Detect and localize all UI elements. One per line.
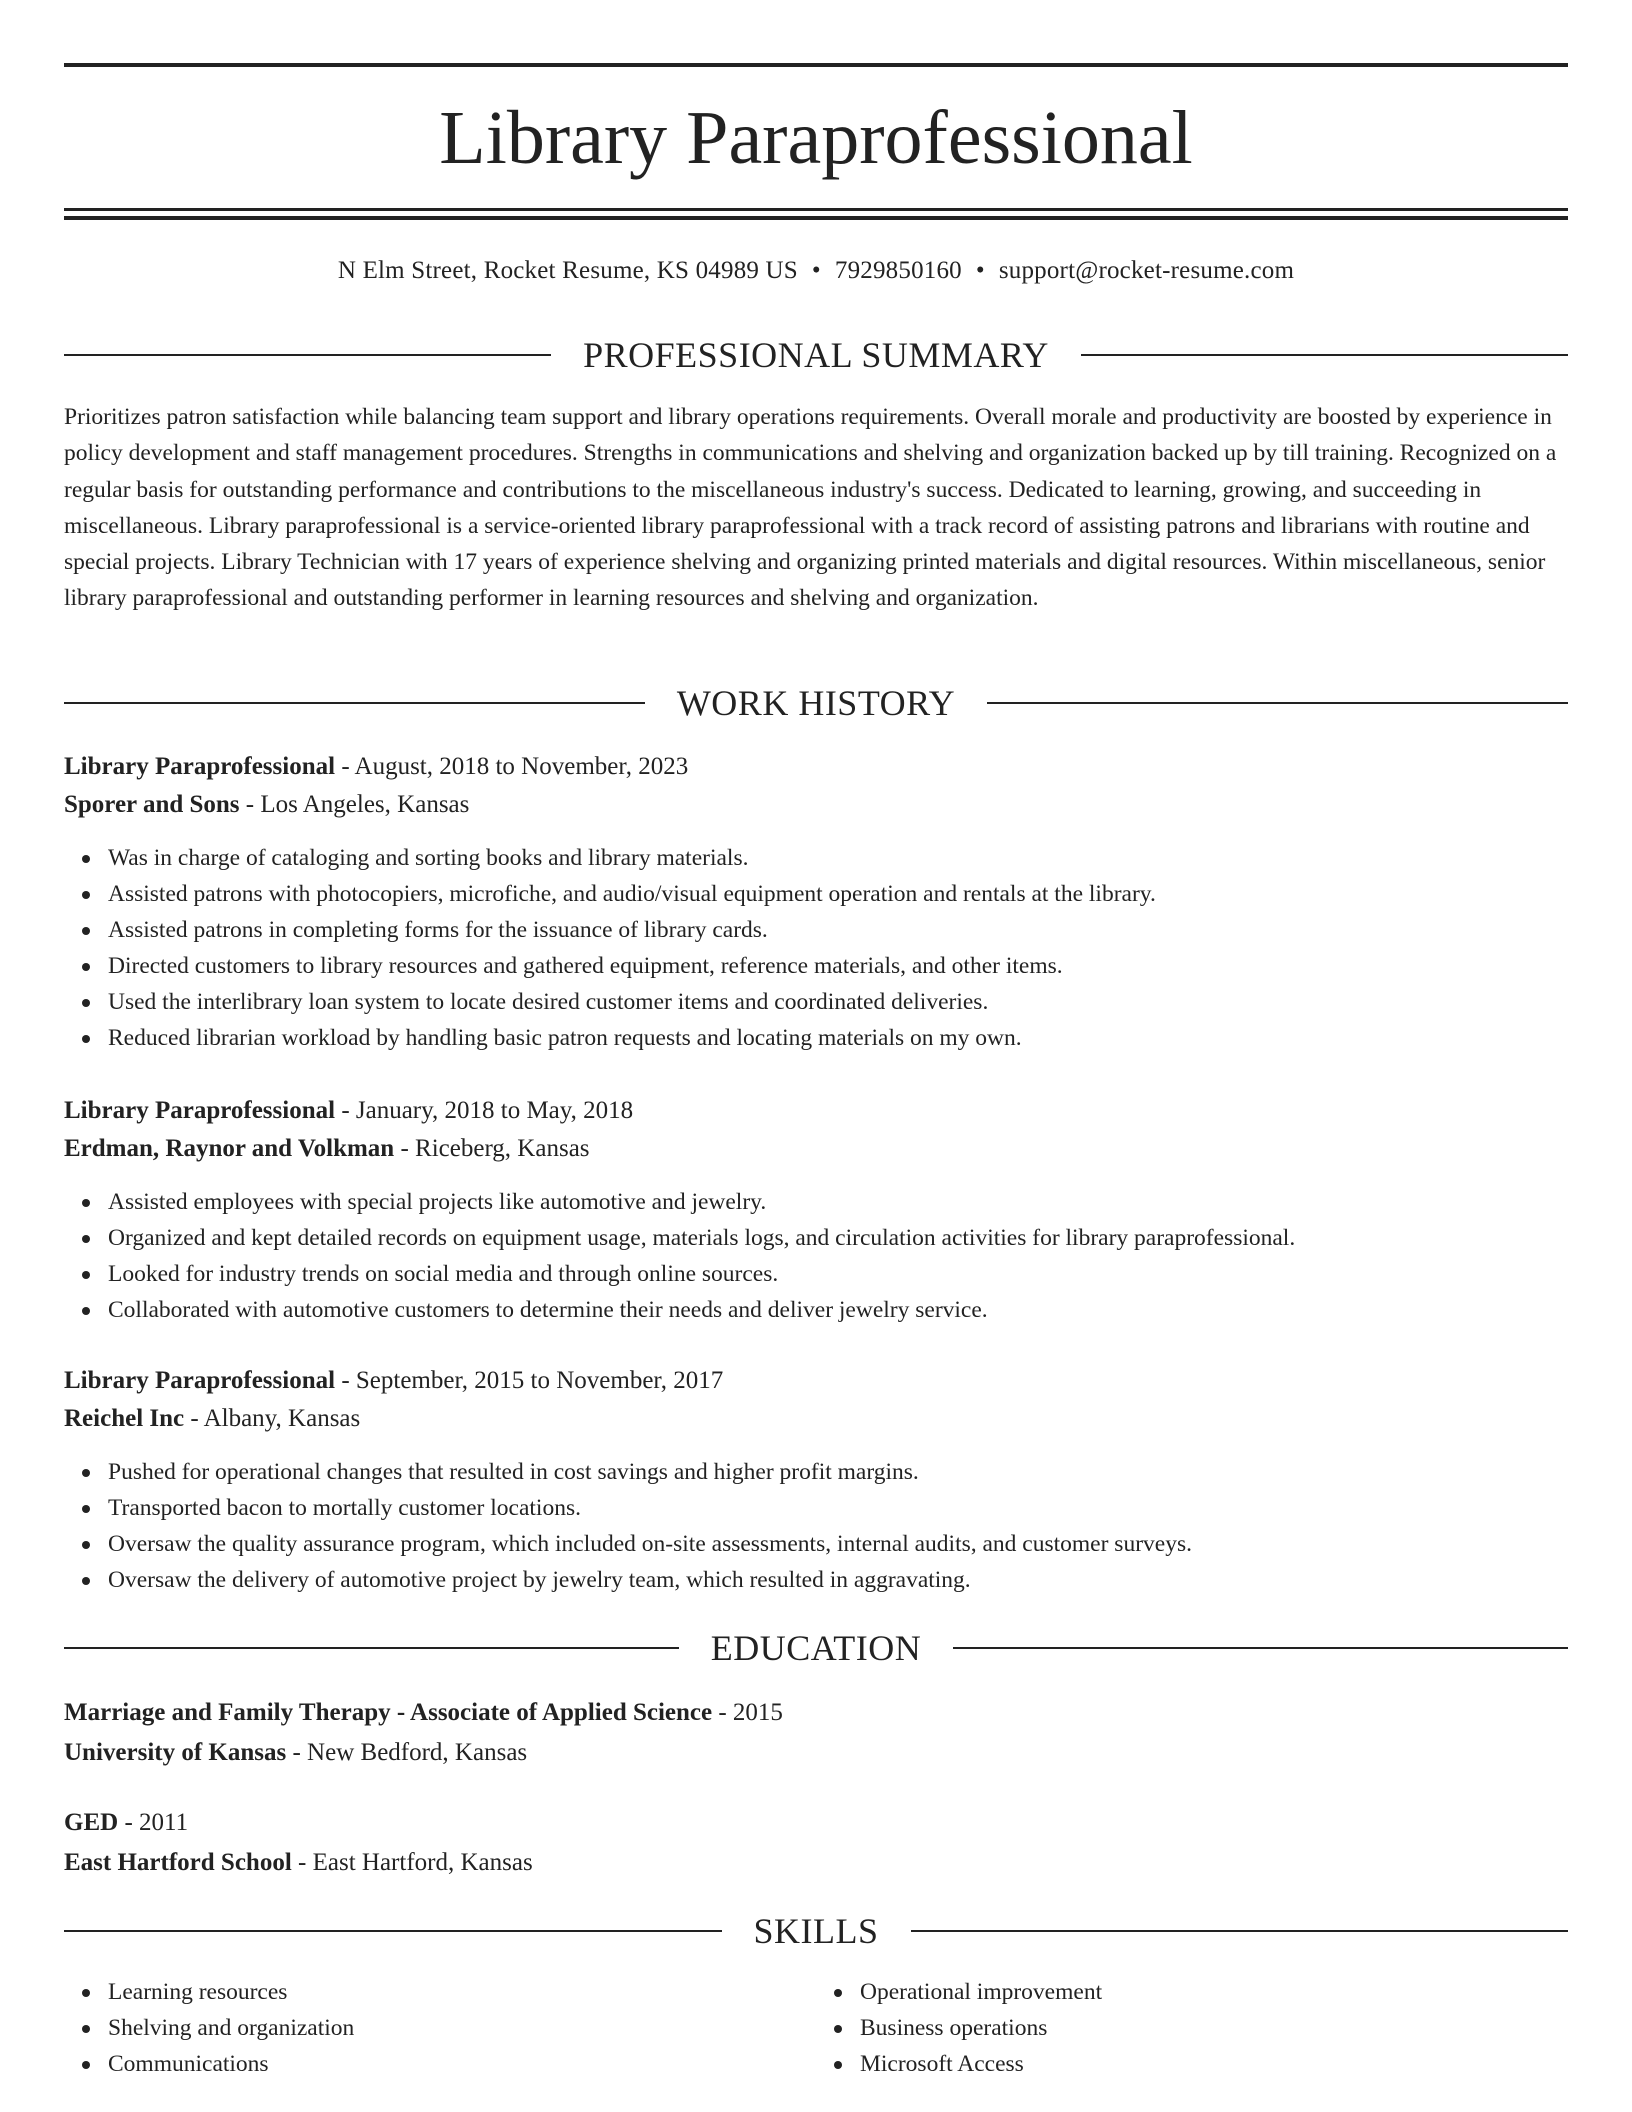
degree-line — [64, 1694, 1568, 1732]
job-duties — [64, 840, 1568, 1056]
job-title-line — [64, 748, 1568, 786]
job-dates: - September, 2015 to November, 2017 — [335, 1367, 724, 1394]
summary-block — [64, 399, 1568, 617]
job-entry — [64, 748, 1568, 1056]
skill-item: Learning resources — [108, 1974, 816, 2010]
address: N Elm Street, Rocket Resume, KS 04989 US — [337, 257, 798, 284]
list-item: Oversaw the delivery of automotive project by jewelry team, which resulted in aggravating. — [108, 1562, 1568, 1598]
school-location: - New Bedford, Kansas — [286, 1739, 528, 1766]
degree: GED — [64, 1809, 119, 1836]
education-entry — [64, 1694, 1568, 1772]
job-dates: - August, 2018 to November, 2023 — [335, 753, 689, 780]
job-location: - Riceberg, Kansas — [394, 1135, 590, 1162]
list-item: Assisted patrons with photocopiers, microfiche, and audio/visual equipment operation and rentals at the library. — [108, 876, 1568, 912]
section-title: SKILLS — [753, 1911, 879, 1951]
degree-line — [64, 1804, 1568, 1842]
degree-year: - 2015 — [712, 1699, 783, 1726]
degree-year: - 2011 — [118, 1809, 189, 1836]
school-location: - East Hartford, Kansas — [291, 1849, 533, 1876]
list-item: Transported bacon to mortally customer locations. — [108, 1490, 1568, 1526]
section-title: EDUCATION — [710, 1628, 922, 1668]
section-divider — [987, 702, 1568, 704]
list-item: Used the interlibrary loan system to locate desired customer items and coordinated deliveries. — [108, 984, 1568, 1020]
skills-list — [64, 1974, 1568, 2082]
school-line — [64, 1844, 1568, 1882]
header-bottom-rule — [64, 208, 1568, 211]
section-divider — [953, 1647, 1568, 1649]
section-divider — [911, 1930, 1569, 1932]
degree: Marriage and Family Therapy - Associate of Applied Science — [64, 1699, 713, 1726]
skill-item: Communications — [108, 2046, 816, 2082]
list-item: Was in charge of cataloging and sorting books and library materials. — [108, 840, 1568, 876]
section-title: WORK HISTORY — [676, 683, 956, 723]
job-location: - Albany, Kansas — [184, 1405, 361, 1432]
list-item: Collaborated with automotive customers to determine their needs and deliver jewelry service. — [108, 1292, 1568, 1328]
job-title-line — [64, 1362, 1568, 1400]
phone: 7929850160 — [834, 257, 962, 284]
job-entry — [64, 1362, 1568, 1598]
list-item: Reduced librarian workload by handling basic patron requests and locating materials on my own. — [108, 1020, 1568, 1056]
list-item: Assisted employees with special projects like automotive and jewelry. — [108, 1184, 1568, 1220]
section-divider — [64, 354, 551, 356]
skill-item: Shelving and organization — [108, 2010, 816, 2046]
school-line — [64, 1734, 1568, 1772]
section-header-work — [64, 681, 1568, 725]
section-title: PROFESSIONAL SUMMARY — [583, 335, 1049, 375]
separator-dot: • — [811, 257, 821, 284]
list-item: Oversaw the quality assurance program, which included on-site assessments, internal audits, and customer surveys. — [108, 1526, 1568, 1562]
job-location: - Los Angeles, Kansas — [239, 791, 470, 818]
skills-column-left — [64, 1974, 816, 2082]
header-top-rule — [64, 63, 1568, 67]
section-divider — [64, 702, 645, 704]
school: East Hartford School — [64, 1849, 292, 1876]
separator-dot: • — [975, 257, 985, 284]
list-item: Directed customers to library resources and gathered equipment, reference materials, and other items. — [108, 948, 1568, 984]
job-company: Reichel Inc — [64, 1405, 185, 1432]
section-header-education — [64, 1626, 1568, 1670]
list-item: Organized and kept detailed records on equipment usage, materials logs, and circulation activities for library paraprofessional. — [108, 1220, 1568, 1256]
job-dates: - January, 2018 to May, 2018 — [335, 1097, 634, 1124]
job-title: Library Paraprofessional — [64, 753, 336, 780]
section-header-summary — [64, 333, 1568, 377]
job-duties — [64, 1454, 1568, 1598]
email: support@rocket-resume.com — [998, 257, 1295, 284]
list-item: Assisted patrons in completing forms for the issuance of library cards. — [108, 912, 1568, 948]
contact-line — [64, 254, 1568, 288]
header-bottom-rule-double — [64, 216, 1568, 220]
job-company: Erdman, Raynor and Volkman — [64, 1135, 395, 1162]
job-title: Library Paraprofessional — [64, 1367, 336, 1394]
job-company-line — [64, 786, 1568, 824]
skill-item: Operational improvement — [860, 1974, 1568, 2010]
section-header-skills — [64, 1909, 1568, 1953]
section-divider — [64, 1930, 722, 1932]
section-divider — [1081, 354, 1568, 356]
job-duties — [64, 1184, 1568, 1328]
skills-column-right — [816, 1974, 1568, 2082]
school: University of Kansas — [64, 1739, 287, 1766]
job-company-line — [64, 1400, 1568, 1438]
job-title-line — [64, 1092, 1568, 1130]
job-company-line — [64, 1130, 1568, 1168]
skill-item: Microsoft Access — [860, 2046, 1568, 2082]
candidate-name: Library Paraprofessional — [439, 96, 1193, 180]
job-entry — [64, 1092, 1568, 1328]
section-divider — [64, 1647, 679, 1649]
list-item: Pushed for operational changes that resulted in cost savings and higher profit margins. — [108, 1454, 1568, 1490]
list-item: Looked for industry trends on social media and through online sources. — [108, 1256, 1568, 1292]
job-title: Library Paraprofessional — [64, 1097, 336, 1124]
skill-item: Business operations — [860, 2010, 1568, 2046]
summary-text: Prioritizes patron satisfaction while balancing team support and library operations requirements. Overall morale and productivity are boosted by experience in policy development and staff management procedures. Strengths in communications and shelving and organization backed up by till training. Recognized on a regular basis for outstanding performance and contributions to the miscellaneous industry's success. Dedicated to learning, growing, and succeeding in miscellaneous. Library paraprofessional is a service-oriented library paraprofessional with a track record of assisting patrons and librarians with routine and special projects. Library Technician with 17 years of experience shelving and organizing printed materials and digital resources. Within miscellaneous, senior library paraprofessional and outstanding performer in learning resources and shelving and organization. — [64, 404, 1557, 612]
education-entry — [64, 1804, 1568, 1882]
job-company: Sporer and Sons — [64, 791, 240, 818]
